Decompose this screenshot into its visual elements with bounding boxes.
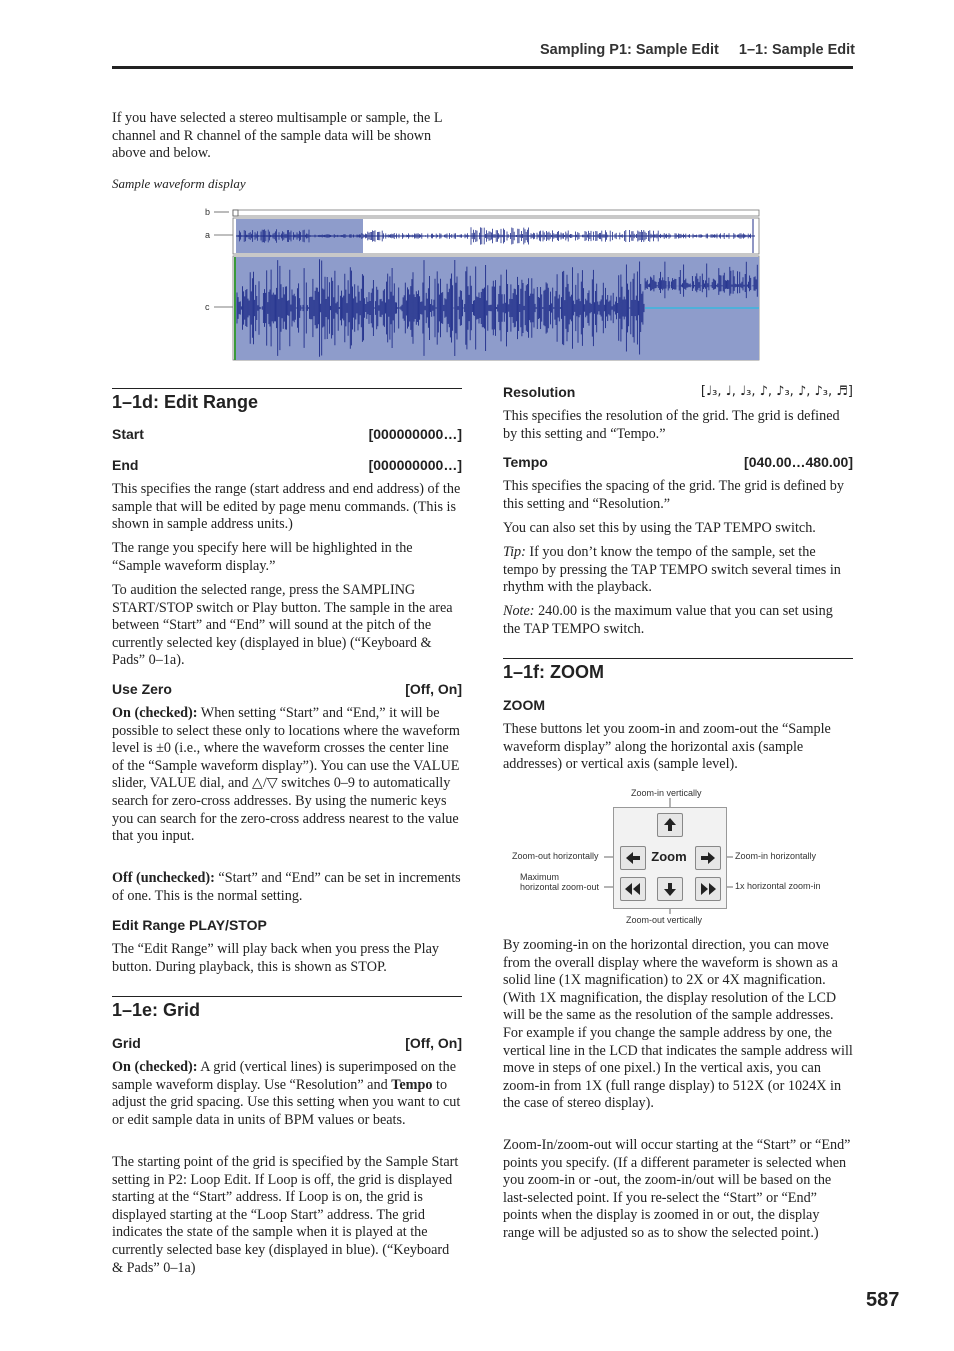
label-zoom-in-h: Zoom-in horizontally <box>735 851 817 861</box>
start-value: [000000000…] <box>368 426 462 442</box>
zoom-in-horizontal-button[interactable] <box>695 846 721 870</box>
rule-edit-range <box>112 388 462 389</box>
grid-param <box>112 1035 462 1051</box>
rule-grid <box>112 996 462 997</box>
on-checked-label: On (checked): <box>112 705 198 721</box>
edit-range-p1: This specifies the range (start address and end address) of the sample that will be edited by page menu commands. (This is shown in sample address units.) <box>112 481 461 533</box>
grid-on-text-b: to adjust the grid spacing. Use this setting when you want to cut or edit sample data in units of BPM values or beats. <box>112 1076 461 1128</box>
running-header <box>540 42 855 58</box>
rule-zoom <box>503 658 853 659</box>
end-param <box>112 457 462 473</box>
label-max-zoom-out-2: horizontal zoom-out <box>520 882 600 892</box>
note-label: Note: <box>503 603 535 619</box>
tempo-value: [040.00…480.00] <box>744 454 853 470</box>
intro-paragraph: If you have selected a stereo multisample or sample, the L channel and R channel of the sample data will be shown above and below. <box>112 110 443 162</box>
edit-range-p3: To audition the selected range, press the SAMPLING START/STOP switch or Play button. The sample in the area between “Start” and “End” will sound at the pitch of the currently selected key (displayed in blue) (“Keyboard & Pads” 0–1a). <box>112 582 453 669</box>
resolution-text: This specifies the resolution of the grid. The grid is defined by this setting and “Tempo.” <box>503 408 840 442</box>
resolution-label: Resolution <box>503 384 576 400</box>
figure-caption: Sample waveform display <box>112 176 246 191</box>
use-zero-value: [Off, On] <box>405 681 462 697</box>
label-c: c <box>205 302 210 312</box>
header-page: 1–1: Sample Edit <box>738 42 855 58</box>
label-zoom-in-v: Zoom-in vertically <box>631 788 702 798</box>
label-b: b <box>205 207 211 217</box>
tempo-p1: This specifies the spacing of the grid. The grid is defined by this setting and “Resolution.” <box>503 478 844 512</box>
zoom-title: 1–1f: ZOOM <box>503 662 605 682</box>
zoom-out-vertical-button[interactable] <box>657 877 683 901</box>
edit-range-play-stop-param: Edit Range PLAY/STOP <box>112 917 267 933</box>
use-zero-on-paragraph <box>112 705 462 846</box>
tempo-word: Tempo <box>391 1076 433 1093</box>
play-stop-text: The “Edit Range” will play back when you press the Play button. During playback, this is shown as STOP. <box>112 941 440 975</box>
grid-title: 1–1e: Grid <box>112 1000 201 1020</box>
header-rule <box>112 66 853 69</box>
tip-label: Tip: <box>503 544 526 560</box>
zoom-p3: Zoom-In/zoom-out will occur starting at the “Start” or “End” points you specify. (If a different parameter is selected when you zoom-in or -out, the zoom-in/out will be based on the last-selected point. If you re-select the “Start” or “End” points when the display is zoomed in or out, the display range will be adjusted so as to show the selected point.) <box>503 1137 851 1241</box>
one-x-horizontal-zoom-in-button[interactable] <box>695 877 721 901</box>
resolution-value: [♩₃, ♩, ♩₃, ♪, ♪₃, ♪, ♪₃, ♬] <box>700 384 853 399</box>
label-one-x: 1x horizontal zoom-in <box>735 881 821 891</box>
max-horizontal-zoom-out-button[interactable] <box>620 877 646 901</box>
use-zero-off-paragraph <box>112 870 462 905</box>
tempo-note <box>503 603 853 638</box>
tempo-p2: You can also set this by using the TAP TEMPO switch. <box>503 520 816 536</box>
edit-range-title: 1–1d: Edit Range <box>112 392 259 412</box>
start-param <box>112 426 462 442</box>
label-zoom-out-h: Zoom-out horizontally <box>512 851 599 861</box>
label-zoom-out-v: Zoom-out vertically <box>626 915 703 925</box>
page-number: 587 <box>866 1289 900 1311</box>
label-max-zoom-out-1: Maximum <box>520 872 560 882</box>
tempo-label: Tempo <box>503 454 548 470</box>
header-section: Sampling P1: Sample Edit <box>540 42 719 58</box>
grid-on-text-a: A grid (vertical lines) is superimposed on the sample waveform display. Use “Resolution” and <box>112 1059 456 1093</box>
grid-p2: The starting point of the grid is specified by the Sample Start setting in P2: Loop Edit. If Loop is off, the grid is displayed starting at the “Start” address. If Loop is on, the grid is displayed starting at the “Loop Start” address. The grid indicates the state of the sample when it is played at the currently selected base key (displayed in blue). (“Keyboard & Pads” 0–1a) <box>112 1154 459 1276</box>
arrow-up-icon <box>658 814 682 836</box>
double-arrow-right-icon <box>696 878 720 900</box>
use-zero-on-text: When setting “Start” and “End,” it will be possible to select these only to locations where the waveform level is ±0 (i.e., where the waveform crosses the center line of the “Sample waveform display”). You can use the VALUE slider, VALUE dial, and △/▽ switches 0–9 to automatically search for zero-cross addresses. By using the numeric keys you can search for the zero-cross address nearest to the value that you input. <box>112 705 460 845</box>
tip-text: If you don’t know the tempo of the sample, set the tempo by pressing the TAP TEMPO switch several times in rhythm with the playback. <box>503 544 841 596</box>
end-label: End <box>112 457 139 473</box>
off-unchecked-label: Off (unchecked): <box>112 870 215 886</box>
zoom-p1: These buttons let you zoom-in and zoom-out the “Sample waveform display” along the horizontal axis (sample addresses) or vertical axis (sample level). <box>503 721 831 773</box>
grid-on-paragraph <box>112 1059 462 1129</box>
resolution-param <box>503 384 853 400</box>
double-arrow-left-icon <box>621 878 645 900</box>
zoom-subheading: ZOOM <box>503 697 545 713</box>
zoom-p2: By zooming-in on the horizontal direction, you can move from the overall display where the waveform is shown as a solid line (1X magnification) to 2X or 4X magnification. (With 1X magnification, the display resolution of the LCD will be the same as the resolution of the sample addresses. For example if you change the sample address by one, the vertical line in the LCD that indicates the sample address will move in steps of one pixel.) In the vertical axis, you can zoom-in from 1X (full range display) to 512X (or 1024X in the case of stereo display). <box>503 937 853 1112</box>
arrow-left-icon <box>621 847 645 869</box>
grid-label: Grid <box>112 1035 141 1051</box>
start-label: Start <box>112 426 144 442</box>
zoom-in-vertical-button[interactable] <box>657 813 683 837</box>
use-zero-param <box>112 681 462 697</box>
tempo-tip <box>503 544 853 597</box>
edit-range-p2: The range you specify here will be highlighted in the “Sample waveform display.” <box>112 540 413 574</box>
grid-on-label: On (checked): <box>112 1059 198 1075</box>
use-zero-label: Use Zero <box>112 681 172 697</box>
tempo-param <box>503 454 853 470</box>
note-text: 240.00 is the maximum value that you can set using the TAP TEMPO switch. <box>503 603 833 637</box>
grid-value: [Off, On] <box>405 1035 462 1051</box>
zoom-figure <box>503 786 853 932</box>
arrow-right-icon <box>696 847 720 869</box>
zoom-out-horizontal-button[interactable] <box>620 846 646 870</box>
arrow-down-icon <box>658 878 682 900</box>
use-zero-off-text: “Start” and “End” can be set in increments of one. This is the normal setting. <box>112 870 461 904</box>
zoom-center-label: Zoom <box>651 849 687 864</box>
label-a: a <box>205 230 211 240</box>
sample-waveform-display <box>200 204 762 364</box>
end-value: [000000000…] <box>368 457 462 473</box>
